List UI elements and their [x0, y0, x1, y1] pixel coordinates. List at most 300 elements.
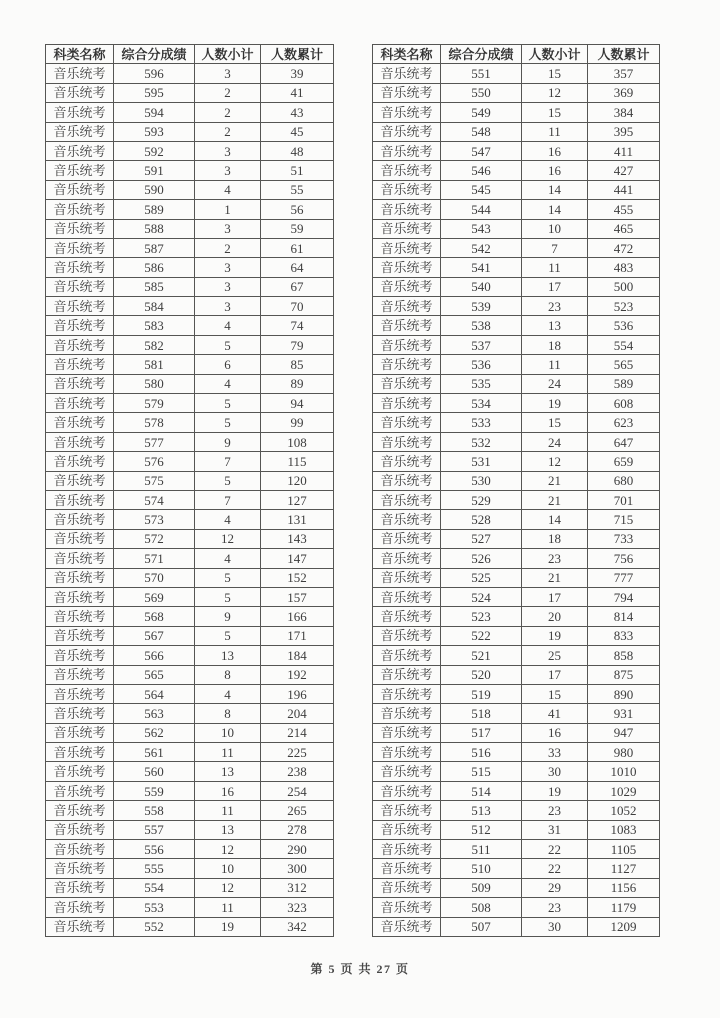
- category-cell: 音乐统考: [46, 141, 114, 160]
- cumulative-cell: 254: [261, 781, 334, 800]
- table-row: [373, 762, 660, 781]
- subtotal-cell: 12: [522, 452, 588, 471]
- subtotal-cell: 5: [195, 626, 261, 645]
- score-cell: 595: [114, 83, 195, 102]
- cumulative-cell: 55: [261, 180, 334, 199]
- cumulative-cell: 608: [588, 394, 660, 413]
- score-cell: 584: [114, 297, 195, 316]
- category-cell: 音乐统考: [373, 704, 441, 723]
- category-cell: 音乐统考: [46, 277, 114, 296]
- subtotal-cell: 11: [522, 355, 588, 374]
- table-row: [46, 490, 334, 509]
- cumulative-cell: 64: [261, 258, 334, 277]
- table-row: [46, 801, 334, 820]
- subtotal-cell: 19: [522, 781, 588, 800]
- subtotal-cell: 15: [522, 413, 588, 432]
- table-row: [373, 665, 660, 684]
- category-cell: 音乐统考: [373, 335, 441, 354]
- table-row: [373, 626, 660, 645]
- subtotal-cell: 3: [195, 297, 261, 316]
- score-cell: 524: [441, 587, 522, 606]
- cumulative-cell: 500: [588, 277, 660, 296]
- table-row: [373, 529, 660, 548]
- category-cell: 音乐统考: [373, 587, 441, 606]
- score-cell: 513: [441, 801, 522, 820]
- cumulative-cell: 833: [588, 626, 660, 645]
- table-row: [373, 549, 660, 568]
- subtotal-cell: 3: [195, 161, 261, 180]
- subtotal-cell: 29: [522, 878, 588, 897]
- subtotal-cell: 19: [195, 917, 261, 936]
- score-cell: 591: [114, 161, 195, 180]
- category-cell: 音乐统考: [46, 626, 114, 645]
- cumulative-cell: 411: [588, 141, 660, 160]
- subtotal-cell: 25: [522, 646, 588, 665]
- category-cell: 音乐统考: [46, 587, 114, 606]
- subtotal-cell: 23: [522, 297, 588, 316]
- cumulative-cell: 59: [261, 219, 334, 238]
- col-header-category: 科类名称: [373, 45, 441, 64]
- score-cell: 561: [114, 743, 195, 762]
- cumulative-cell: 147: [261, 549, 334, 568]
- table-row: [373, 878, 660, 897]
- score-cell: 541: [441, 258, 522, 277]
- category-cell: 音乐统考: [373, 840, 441, 859]
- category-cell: 音乐统考: [373, 297, 441, 316]
- cumulative-cell: 184: [261, 646, 334, 665]
- category-cell: 音乐统考: [46, 917, 114, 936]
- category-cell: 音乐统考: [46, 180, 114, 199]
- category-cell: 音乐统考: [373, 83, 441, 102]
- table-row: [46, 704, 334, 723]
- score-cell: 556: [114, 840, 195, 859]
- cumulative-cell: 369: [588, 83, 660, 102]
- subtotal-cell: 12: [195, 840, 261, 859]
- page-footer: [0, 960, 720, 977]
- table-row: [373, 510, 660, 529]
- category-cell: 音乐统考: [46, 665, 114, 684]
- table-row: [373, 646, 660, 665]
- table-row: [373, 840, 660, 859]
- category-cell: 音乐统考: [46, 898, 114, 917]
- subtotal-cell: 3: [195, 219, 261, 238]
- col-header-subtotal: 人数小计: [195, 45, 261, 64]
- cumulative-cell: 465: [588, 219, 660, 238]
- table-row: [46, 258, 334, 277]
- score-cell: 565: [114, 665, 195, 684]
- cumulative-cell: 565: [588, 355, 660, 374]
- subtotal-cell: 18: [522, 529, 588, 548]
- category-cell: 音乐统考: [373, 878, 441, 897]
- score-cell: 558: [114, 801, 195, 820]
- category-cell: 音乐统考: [373, 238, 441, 257]
- cumulative-cell: 56: [261, 200, 334, 219]
- cumulative-cell: 589: [588, 374, 660, 393]
- table-row: [373, 607, 660, 626]
- cumulative-cell: 1127: [588, 859, 660, 878]
- category-cell: 音乐统考: [46, 374, 114, 393]
- cumulative-cell: 131: [261, 510, 334, 529]
- table-body-right: [373, 64, 660, 937]
- subtotal-cell: 9: [195, 432, 261, 451]
- score-cell: 582: [114, 335, 195, 354]
- category-cell: 音乐统考: [46, 471, 114, 490]
- cumulative-cell: 733: [588, 529, 660, 548]
- score-cell: 537: [441, 335, 522, 354]
- col-header-category: 科类名称: [46, 45, 114, 64]
- cumulative-cell: 623: [588, 413, 660, 432]
- cumulative-cell: 659: [588, 452, 660, 471]
- table-row: [373, 122, 660, 141]
- score-cell: 581: [114, 355, 195, 374]
- category-cell: 音乐统考: [46, 316, 114, 335]
- table-row: [46, 335, 334, 354]
- cumulative-cell: 41: [261, 83, 334, 102]
- score-cell: 575: [114, 471, 195, 490]
- subtotal-cell: 4: [195, 316, 261, 335]
- category-cell: 音乐统考: [46, 413, 114, 432]
- category-cell: 音乐统考: [373, 374, 441, 393]
- score-cell: 522: [441, 626, 522, 645]
- category-cell: 音乐统考: [46, 83, 114, 102]
- subtotal-cell: 5: [195, 587, 261, 606]
- score-cell: 533: [441, 413, 522, 432]
- score-cell: 596: [114, 64, 195, 83]
- table-row: [46, 83, 334, 102]
- score-cell: 528: [441, 510, 522, 529]
- score-cell: 530: [441, 471, 522, 490]
- category-cell: 音乐统考: [373, 568, 441, 587]
- score-cell: 517: [441, 723, 522, 742]
- subtotal-cell: 23: [522, 898, 588, 917]
- cumulative-cell: 265: [261, 801, 334, 820]
- subtotal-cell: 21: [522, 490, 588, 509]
- category-cell: 音乐统考: [373, 781, 441, 800]
- subtotal-cell: 4: [195, 549, 261, 568]
- table-row: [373, 374, 660, 393]
- subtotal-cell: 21: [522, 471, 588, 490]
- cumulative-cell: 120: [261, 471, 334, 490]
- cumulative-cell: 45: [261, 122, 334, 141]
- table-body-left: [46, 64, 334, 937]
- score-cell: 566: [114, 646, 195, 665]
- table-row: [46, 723, 334, 742]
- cumulative-cell: 980: [588, 743, 660, 762]
- table-row: [373, 801, 660, 820]
- table-row: [373, 471, 660, 490]
- table-row: [373, 568, 660, 587]
- subtotal-cell: 12: [522, 83, 588, 102]
- subtotal-cell: 17: [522, 665, 588, 684]
- col-header-cumulative: 人数累计: [261, 45, 334, 64]
- table-row: [46, 917, 334, 936]
- table-row: [46, 452, 334, 471]
- score-cell: 562: [114, 723, 195, 742]
- score-cell: 580: [114, 374, 195, 393]
- subtotal-cell: 11: [195, 801, 261, 820]
- table-row: [373, 781, 660, 800]
- cumulative-cell: 1156: [588, 878, 660, 897]
- category-cell: 音乐统考: [373, 723, 441, 742]
- table-row: [46, 820, 334, 839]
- cumulative-cell: 858: [588, 646, 660, 665]
- table-row: [373, 83, 660, 102]
- table-row: [373, 297, 660, 316]
- category-cell: 音乐统考: [373, 277, 441, 296]
- score-cell: 516: [441, 743, 522, 762]
- category-cell: 音乐统考: [46, 200, 114, 219]
- subtotal-cell: 3: [195, 277, 261, 296]
- score-cell: 540: [441, 277, 522, 296]
- table-row: [46, 432, 334, 451]
- subtotal-cell: 5: [195, 471, 261, 490]
- table-row: [373, 316, 660, 335]
- subtotal-cell: 3: [195, 258, 261, 277]
- category-cell: 音乐统考: [46, 161, 114, 180]
- category-cell: 音乐统考: [373, 413, 441, 432]
- subtotal-cell: 30: [522, 762, 588, 781]
- col-header-score: 综合分成绩: [441, 45, 522, 64]
- cumulative-cell: 1083: [588, 820, 660, 839]
- score-cell: 519: [441, 684, 522, 703]
- category-cell: 音乐统考: [373, 859, 441, 878]
- table-header-row: [373, 45, 660, 64]
- subtotal-cell: 11: [522, 258, 588, 277]
- table-row: [46, 219, 334, 238]
- cumulative-cell: 300: [261, 859, 334, 878]
- subtotal-cell: 16: [195, 781, 261, 800]
- category-cell: 音乐统考: [373, 801, 441, 820]
- subtotal-cell: 16: [522, 141, 588, 160]
- subtotal-cell: 15: [522, 64, 588, 83]
- table-row: [46, 646, 334, 665]
- table-row: [373, 238, 660, 257]
- category-cell: 音乐统考: [46, 878, 114, 897]
- score-cell: 563: [114, 704, 195, 723]
- table-row: [373, 200, 660, 219]
- subtotal-cell: 16: [522, 161, 588, 180]
- category-cell: 音乐统考: [46, 840, 114, 859]
- table-row: [373, 859, 660, 878]
- subtotal-cell: 5: [195, 394, 261, 413]
- table-row: [373, 355, 660, 374]
- table-row: [46, 103, 334, 122]
- cumulative-cell: 290: [261, 840, 334, 859]
- category-cell: 音乐统考: [46, 258, 114, 277]
- table-row: [46, 141, 334, 160]
- subtotal-cell: 3: [195, 64, 261, 83]
- cumulative-cell: 192: [261, 665, 334, 684]
- category-cell: 音乐统考: [373, 665, 441, 684]
- subtotal-cell: 17: [522, 277, 588, 296]
- category-cell: 音乐统考: [46, 704, 114, 723]
- table-row: [46, 762, 334, 781]
- cumulative-cell: 756: [588, 549, 660, 568]
- cumulative-cell: 1010: [588, 762, 660, 781]
- table-row: [46, 840, 334, 859]
- category-cell: 音乐统考: [46, 801, 114, 820]
- score-cell: 534: [441, 394, 522, 413]
- category-cell: 音乐统考: [373, 743, 441, 762]
- subtotal-cell: 10: [195, 859, 261, 878]
- score-cell: 576: [114, 452, 195, 471]
- subtotal-cell: 11: [195, 743, 261, 762]
- score-cell: 594: [114, 103, 195, 122]
- category-cell: 音乐统考: [373, 161, 441, 180]
- score-cell: 574: [114, 490, 195, 509]
- cumulative-cell: 342: [261, 917, 334, 936]
- subtotal-cell: 7: [195, 452, 261, 471]
- subtotal-cell: 24: [522, 432, 588, 451]
- col-header-cumulative: 人数累计: [588, 45, 660, 64]
- category-cell: 音乐统考: [46, 510, 114, 529]
- score-cell: 554: [114, 878, 195, 897]
- table-row: [46, 238, 334, 257]
- table-row: [373, 219, 660, 238]
- cumulative-cell: 89: [261, 374, 334, 393]
- category-cell: 音乐统考: [46, 859, 114, 878]
- table-row: [46, 898, 334, 917]
- category-cell: 音乐统考: [373, 626, 441, 645]
- category-cell: 音乐统考: [46, 607, 114, 626]
- table-row: [373, 394, 660, 413]
- subtotal-cell: 7: [195, 490, 261, 509]
- cumulative-cell: 427: [588, 161, 660, 180]
- category-cell: 音乐统考: [46, 297, 114, 316]
- subtotal-cell: 5: [195, 568, 261, 587]
- table-row: [373, 103, 660, 122]
- subtotal-cell: 14: [522, 510, 588, 529]
- score-cell: 546: [441, 161, 522, 180]
- category-cell: 音乐统考: [373, 122, 441, 141]
- cumulative-cell: 931: [588, 704, 660, 723]
- cumulative-cell: 115: [261, 452, 334, 471]
- cumulative-cell: 157: [261, 587, 334, 606]
- category-cell: 音乐统考: [373, 510, 441, 529]
- cumulative-cell: 1052: [588, 801, 660, 820]
- category-cell: 音乐统考: [373, 452, 441, 471]
- category-cell: 音乐统考: [373, 180, 441, 199]
- subtotal-cell: 8: [195, 665, 261, 684]
- category-cell: 音乐统考: [46, 64, 114, 83]
- cumulative-cell: 1029: [588, 781, 660, 800]
- table-header-row: [46, 45, 334, 64]
- score-cell: 509: [441, 878, 522, 897]
- table-row: [46, 374, 334, 393]
- table-row: [46, 122, 334, 141]
- score-cell: 545: [441, 180, 522, 199]
- subtotal-cell: 1: [195, 200, 261, 219]
- score-cell: 536: [441, 355, 522, 374]
- subtotal-cell: 31: [522, 820, 588, 839]
- cumulative-cell: 395: [588, 122, 660, 141]
- cumulative-cell: 455: [588, 200, 660, 219]
- subtotal-cell: 9: [195, 607, 261, 626]
- table-row: [46, 859, 334, 878]
- score-cell: 551: [441, 64, 522, 83]
- subtotal-cell: 7: [522, 238, 588, 257]
- score-cell: 577: [114, 432, 195, 451]
- cumulative-cell: 357: [588, 64, 660, 83]
- score-cell: 592: [114, 141, 195, 160]
- subtotal-cell: 22: [522, 859, 588, 878]
- subtotal-cell: 14: [522, 180, 588, 199]
- table-row: [46, 355, 334, 374]
- cumulative-cell: 384: [588, 103, 660, 122]
- category-cell: 音乐统考: [46, 452, 114, 471]
- category-cell: 音乐统考: [373, 607, 441, 626]
- table-row: [46, 200, 334, 219]
- category-cell: 音乐统考: [373, 471, 441, 490]
- subtotal-cell: 16: [522, 723, 588, 742]
- category-cell: 音乐统考: [373, 762, 441, 781]
- table-row: [373, 161, 660, 180]
- table-row: [46, 180, 334, 199]
- cumulative-cell: 67: [261, 277, 334, 296]
- category-cell: 音乐统考: [46, 394, 114, 413]
- cumulative-cell: 238: [261, 762, 334, 781]
- cumulative-cell: 39: [261, 64, 334, 83]
- subtotal-cell: 11: [522, 122, 588, 141]
- cumulative-cell: 312: [261, 878, 334, 897]
- category-cell: 音乐统考: [46, 549, 114, 568]
- table-row: [46, 529, 334, 548]
- table-row: [46, 587, 334, 606]
- table-row: [46, 316, 334, 335]
- score-cell: 549: [441, 103, 522, 122]
- cumulative-cell: 947: [588, 723, 660, 742]
- table-row: [46, 684, 334, 703]
- score-cell: 572: [114, 529, 195, 548]
- subtotal-cell: 33: [522, 743, 588, 762]
- table-row: [373, 335, 660, 354]
- category-cell: 音乐统考: [373, 549, 441, 568]
- cumulative-cell: 79: [261, 335, 334, 354]
- score-cell: 510: [441, 859, 522, 878]
- cumulative-cell: 814: [588, 607, 660, 626]
- subtotal-cell: 12: [195, 878, 261, 897]
- cumulative-cell: 794: [588, 587, 660, 606]
- subtotal-cell: 2: [195, 122, 261, 141]
- category-cell: 音乐统考: [373, 355, 441, 374]
- cumulative-cell: 890: [588, 684, 660, 703]
- score-cell: 525: [441, 568, 522, 587]
- subtotal-cell: 11: [195, 898, 261, 917]
- category-cell: 音乐统考: [373, 684, 441, 703]
- score-cell: 514: [441, 781, 522, 800]
- table-row: [373, 587, 660, 606]
- score-cell: 564: [114, 684, 195, 703]
- table-row: [46, 665, 334, 684]
- category-cell: 音乐统考: [373, 394, 441, 413]
- category-cell: 音乐统考: [46, 238, 114, 257]
- table-row: [373, 180, 660, 199]
- score-cell: 559: [114, 781, 195, 800]
- cumulative-cell: 536: [588, 316, 660, 335]
- score-cell: 535: [441, 374, 522, 393]
- score-cell: 553: [114, 898, 195, 917]
- table-row: [373, 490, 660, 509]
- score-cell: 512: [441, 820, 522, 839]
- category-cell: 音乐统考: [373, 820, 441, 839]
- table-row: [373, 64, 660, 83]
- cumulative-cell: 278: [261, 820, 334, 839]
- subtotal-cell: 5: [195, 335, 261, 354]
- table-row: [46, 743, 334, 762]
- category-cell: 音乐统考: [46, 529, 114, 548]
- cumulative-cell: 715: [588, 510, 660, 529]
- cumulative-cell: 441: [588, 180, 660, 199]
